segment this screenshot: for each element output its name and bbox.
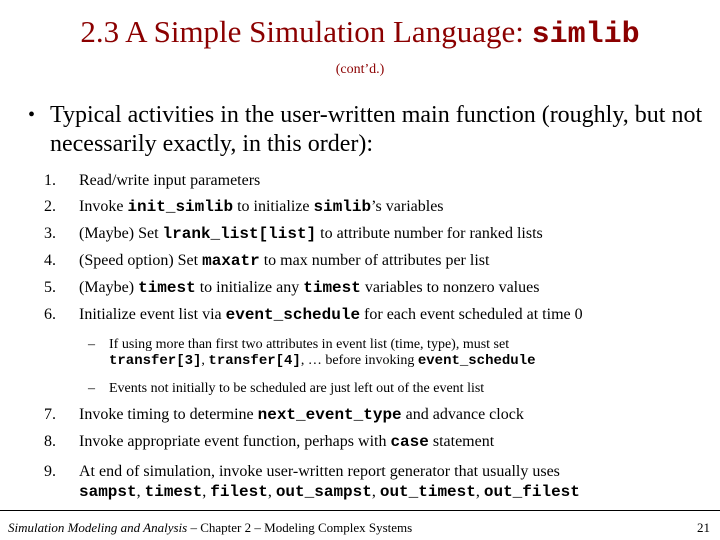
item-number: 4. [44, 252, 56, 269]
list-item: (Maybe) Set lrank_list[list] to attribute number for ranked lists [79, 225, 543, 243]
list-item: Invoke timing to determine next_event_type and advance clock [79, 406, 524, 424]
sub-item: If using more than first two attributes in event list (time, type), must set transfer[3], transfer[4], … before invoking event_schedule [109, 337, 536, 369]
list-item: (Maybe) timest to initialize any timest variables to nonzero values [79, 279, 540, 297]
sub-item-dash: – [88, 337, 95, 352]
item-number: 1. [44, 172, 56, 189]
list-item: (Speed option) Set maxatr to max number of attributes per list [79, 252, 490, 270]
item-number: 3. [44, 225, 56, 242]
item-number: 8. [44, 433, 56, 450]
slide-title: 2.3 A Simple Simulation Language: simlib [80, 14, 640, 52]
item-number: 6. [44, 306, 56, 323]
item-number: 5. [44, 279, 56, 296]
footer-divider [0, 510, 720, 511]
footer-text: Simulation Modeling and Analysis – Chapter 2 – Modeling Complex Systems [8, 520, 413, 535]
list-item: Read/write input parameters [79, 172, 261, 189]
slide-subtitle: (cont’d.) [335, 62, 385, 77]
list-item: At end of simulation, invoke user-written report generator that usually uses sampst, timest, filest, out_sampst, out_timest, out_filest [79, 463, 580, 501]
bullet-icon: • [28, 104, 36, 126]
bullet-text: Typical activities in the user-written main function (roughly, but not necessarily exactly, in this order): [50, 102, 703, 157]
item-number: 7. [44, 406, 56, 423]
page-number: 21 [697, 520, 710, 535]
list-item: Invoke init_simlib to initialize simlib’s variables [79, 198, 444, 216]
list-item: Initialize event list via event_schedule for each event scheduled at time 0 [79, 306, 583, 324]
item-number: 2. [44, 198, 56, 215]
sub-item: Events not initially to be scheduled are just left out of the event list [109, 381, 485, 396]
item-number: 9. [44, 463, 56, 480]
sub-item-dash: – [88, 381, 95, 396]
list-item: Invoke appropriate event function, perhaps with case statement [79, 433, 495, 451]
